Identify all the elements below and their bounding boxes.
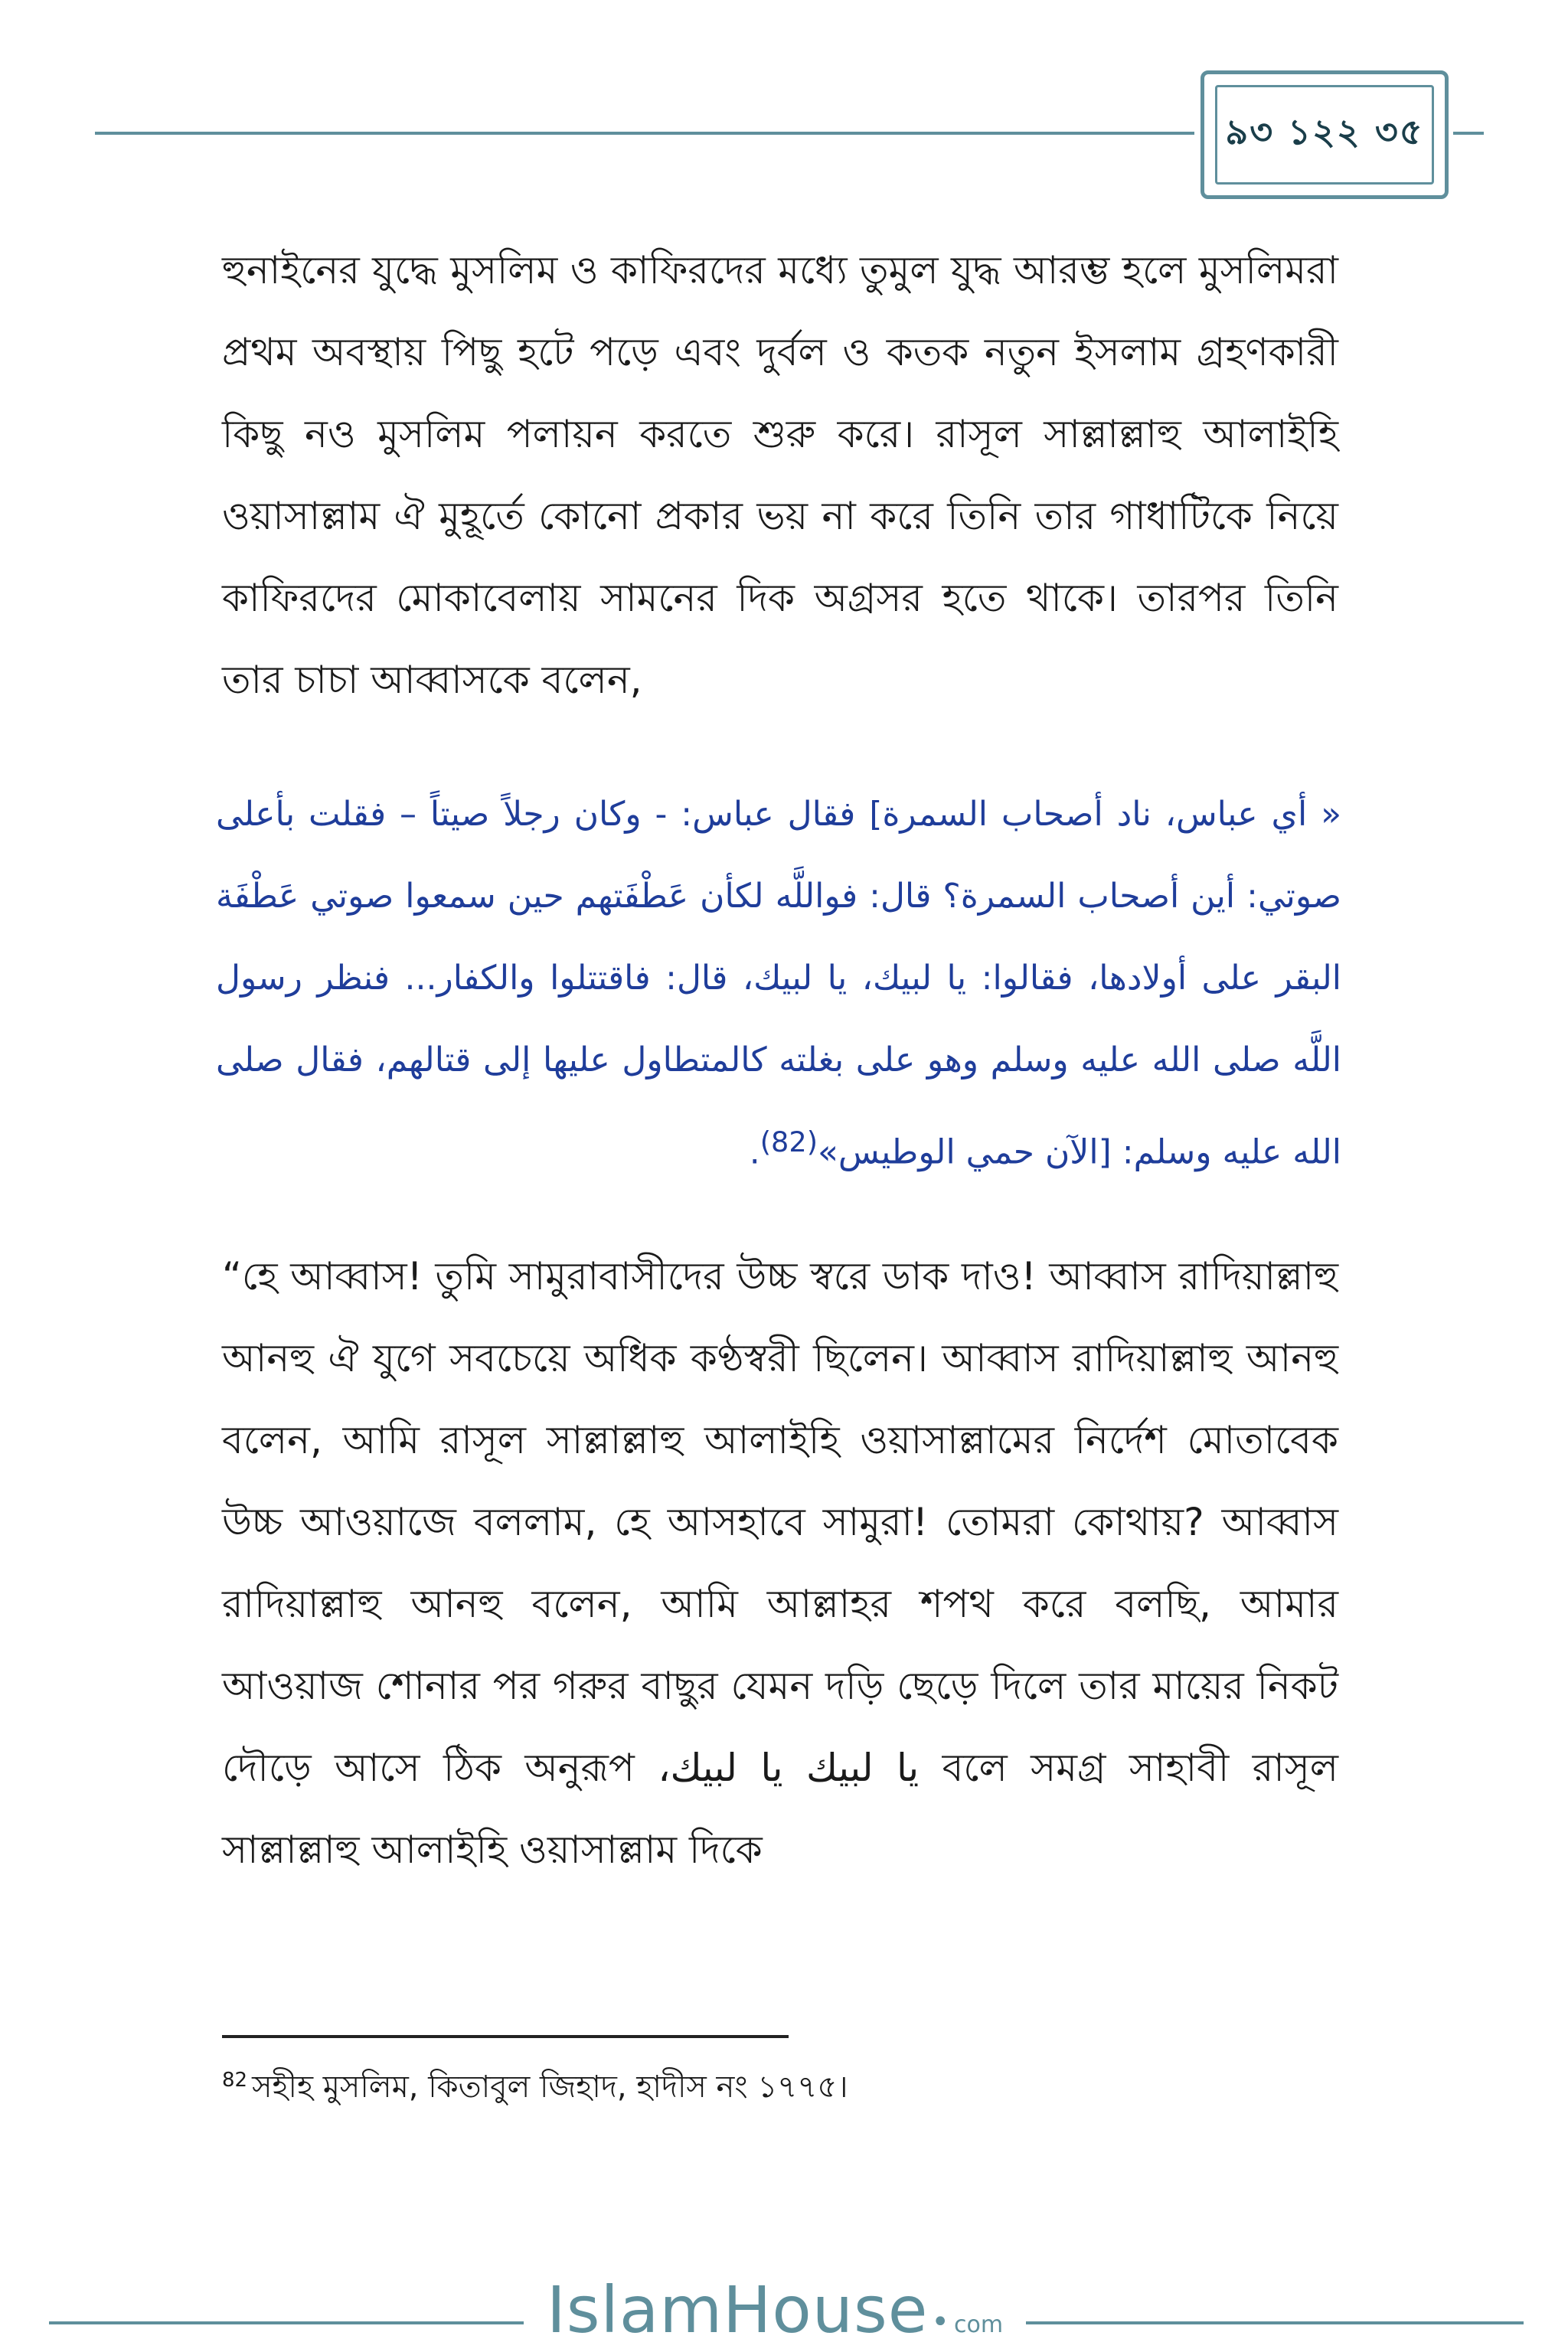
- page-number-badge: [1200, 70, 1449, 199]
- paragraph-intro: হুনাইনের যুদ্ধে মুসলিম ও কাফিরদের মধ্যে তুমুল যুদ্ধ আরম্ভ হলে মুসলিমরা প্রথম অবস্থায় পিছু হটে পড়ে এবং দুর্বল ও কতক নতুন ইসলাম গ্রহণকারী কিছু নও মুসলিম পলায়ন করতে শুরু করে। রাসূল সাল্লাল্লাহু আলাইহি ওয়াসাল্লাম ঐ মুহূর্তে কোনো প্রকার ভয় না করে তিনি তার গাধাটিকে নিয়ে কাফিরদের মোকাবেলায় সামনের দিক অগ্রসর হতে থাকে। তারপর তিনি তার চাচা আব্বাসকে বলেন,: [222, 248, 1338, 702]
- arabic-hadith-quote: [216, 773, 1341, 1194]
- footer-rule-right: [1026, 2321, 1524, 2324]
- islamhouse-logo: [547, 2272, 1021, 2349]
- brand-name: IslamHouse: [547, 2272, 929, 2347]
- arabic-end-mark: .: [749, 1132, 760, 1172]
- brand-dot-icon: •: [931, 2305, 950, 2340]
- header-rule-right: [1453, 132, 1484, 135]
- brand-domain: com: [954, 2311, 1004, 2338]
- arabic-hadith-text: « أي عباس، ناد أصحاب السمرة] فقال عباس: - وكان رجلاً صيتاً – فقلت بأعلى صوتي: أين أصحاب السمرة؟ قال: فواللَّه لكأن عَطْفَتهم حين سمعوا صوتي عَطْفَة البقر على أولادها، فقالوا: يا لبيك، يا لبيك، قال: فاقتتلوا والكفار... فنظر رسول اللَّه صلى الله عليه وسلم وهو على بغلته كالمتطاول عليها إلى قتالهم، فقال صلى الله عليه وسلم: [الآن حمي الوطيس»: [216, 795, 1341, 1172]
- footnote-rule: [222, 2035, 789, 2038]
- header-rule-left: [95, 132, 1194, 135]
- translation-text-end: বলে সমগ্র সাহাবী রাসূল সাল্লাল্লাহু আলাইহি ওয়াসাল্লাম দিকে: [222, 1746, 1338, 1872]
- footnote-reference: (82): [760, 1125, 818, 1158]
- footer-rule-left: [49, 2321, 524, 2324]
- footnote-text: সহীহ মুসলিম, কিতাবুল জিহাদ, হাদীস নং ১৭৭৫।: [252, 2069, 848, 2105]
- footnote-number: 82: [222, 2068, 248, 2092]
- arabic-inline-labbaik-2: يا لبيك: [806, 1746, 920, 1790]
- arabic-inline-labbaik-1: يا لبيك،: [658, 1746, 783, 1790]
- footnote: [222, 2063, 848, 2114]
- paragraph-translation: [222, 1236, 1338, 1891]
- translation-text: “হে আব্বাস! তুমি সামুরাবাসীদের উচ্চ স্বরে ডাক দাও! আব্বাস রাদিয়াল্লাহু আনহু ঐ যুগে সবচেয়ে অধিক কণ্ঠস্বরী ছিলেন। আব্বাস রাদিয়াল্লাহু আনহু বলেন, আমি রাসূল সাল্লাল্লাহু আলাইহি ওয়াসাল্লামের নির্দেশ মোতাবেক উচ্চ আওয়াজে বললাম, হে আসহাবে সামুরা! তোমরা কোথায়? আব্বাস রাদিয়াল্লাহু আনহু বলেন, আমি আল্লাহর শপথ করে বলছি, আমার আওয়াজ শোনার পর গরুর বাছুর যেমন দড়ি ছেড়ে দিলে তার মায়ের নিকট দৌড়ে আসে ঠিক অনুরূপ: [222, 1254, 1338, 1790]
- page-number: ৯৩ ১২২ ৩৫: [1215, 85, 1434, 185]
